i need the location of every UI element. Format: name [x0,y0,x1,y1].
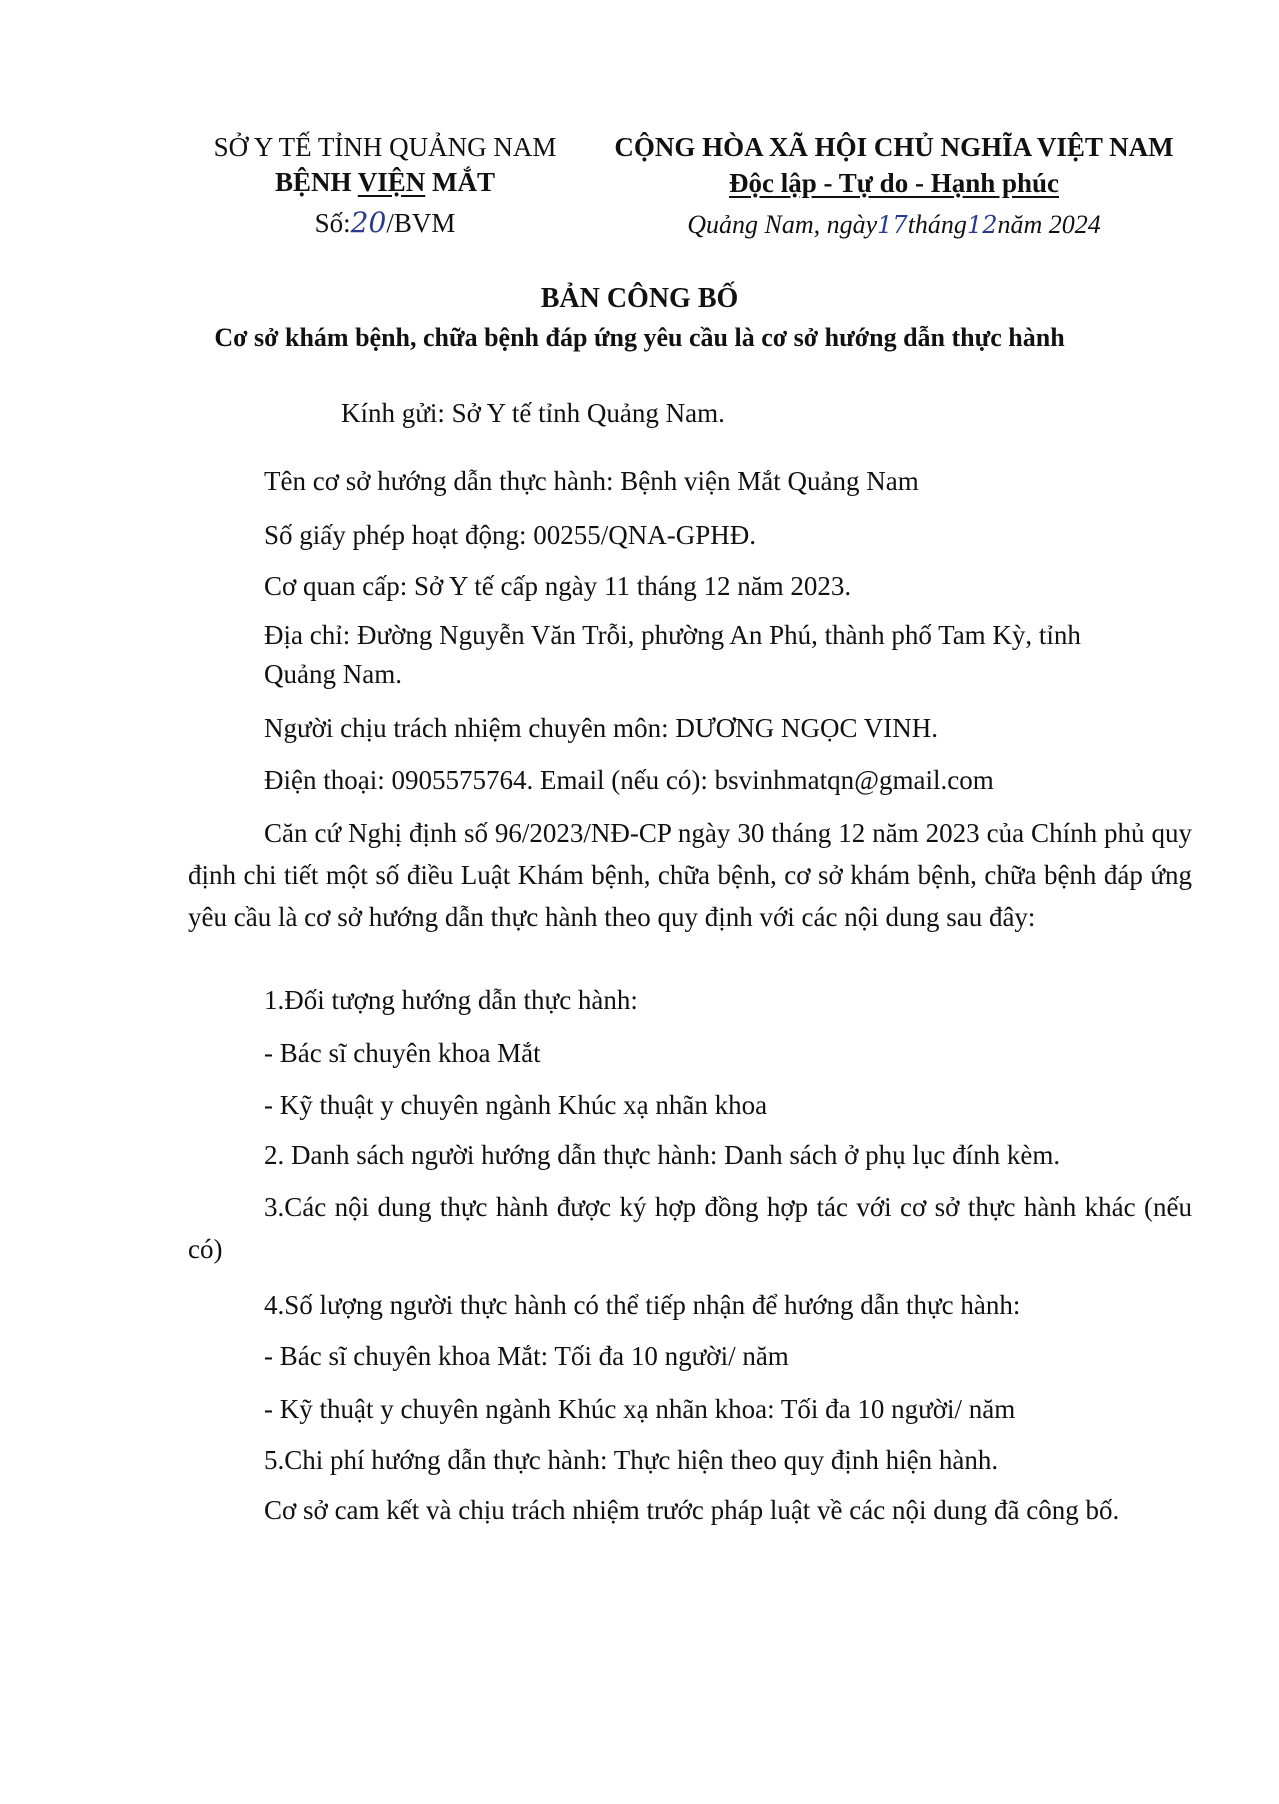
date-day-handwritten: 17 [877,211,908,239]
document-subtitle: Cơ sở khám bệnh, chữa bệnh đáp ứng yêu cầu là cơ sở hướng dẫn thực hành [214,323,1065,352]
commitment-text: Cơ sở cam kết và chịu trách nhiệm trước pháp luật về các nội dung đã công bố. [264,1495,1120,1525]
national-motto: Độc lập - Tự do - Hạnh phúc [728,168,1060,198]
item-2-instructor-list: 2. Danh sách người hướng dẫn thực hành: Danh sách ở phụ lục đính kèm. [264,1140,1061,1170]
legal-basis-text: Căn cứ Nghị định số 96/2023/NĐ-CP ngày 30 tháng 12 năm 2023 của Chính phủ quy định chi tiết một số điều Luật Khám bệnh, chữa bệnh, cơ sở khám bệnh, chữa bệnh đáp ứng yêu cầu là cơ sở hướng dẫn thực hành theo quy định với các nội dung sau đây: [188,818,1192,932]
department-name: SỞ Y TẾ TỈNH QUẢNG NAM [213,132,557,162]
national-title: CỘNG HÒA XÃ HỘI CHỦ NGHĨA VIỆT NAM [614,132,1174,162]
item-3-paragraph [188,1186,1192,1270]
legal-basis-paragraph [188,812,1192,938]
item-1-heading: 1.Đối tượng hướng dẫn thực hành: [264,985,638,1015]
reference-number [200,206,570,240]
hospital-name-part-1: BỆNH [274,167,358,197]
document-title: BẢN CÔNG BỐ [540,283,739,314]
date-month-handwritten: 12 [966,211,998,239]
reference-prefix: Số: [314,208,351,238]
item-1-optometry-technician: - Kỹ thuật y chuyên ngành Khúc xạ nhãn khoa [264,1090,768,1120]
hospital-name-part-2: VIỆN [357,167,426,197]
date-prefix: Quảng Nam, ngày [687,210,878,239]
item-3-text: 3.Các nội dung thực hành được ký hợp đồng hợp tác với cơ sở thực hành khác (nếu có) [188,1192,1192,1264]
address-line-2: Quảng Nam. [264,659,402,689]
item-4-ophthalmologist-quota: - Bác sĩ chuyên khoa Mắt: Tối đa 10 người/ năm [264,1341,789,1371]
date-year: năm 2024 [997,210,1101,239]
item-4-optometry-quota: - Kỹ thuật y chuyên ngành Khúc xạ nhãn khoa: Tối đa 10 người/ năm [264,1394,1016,1424]
reference-suffix: /BVM [386,208,456,238]
item-5-cost: 5.Chi phí hướng dẫn thực hành: Thực hiện theo quy định hiện hành. [264,1445,999,1475]
hospital-name [200,165,570,199]
responsible-person: Người chịu trách nhiệm chuyên môn: DƯƠNG NGỌC VINH. [264,713,939,743]
recipient-line: Kính gửi: Sở Y tế tỉnh Quảng Nam. [341,398,725,428]
item-1-ophthalmologist: - Bác sĩ chuyên khoa Mắt [264,1038,541,1068]
hospital-name-part-3: MẮT [425,167,496,197]
contact-info: Điện thoại: 0905575764. Email (nếu có): bsvinhmatqn@gmail.com [264,765,994,795]
date-month-label: tháng [907,210,967,239]
reference-number-handwritten: 20 [350,206,387,239]
facility-name: Tên cơ sở hướng dẫn thực hành: Bệnh viện Mắt Quảng Nam [264,466,919,496]
license-number: Số giấy phép hoạt động: 00255/QNA-GPHĐ. [264,520,756,550]
commitment-paragraph [188,1489,1192,1531]
issue-date [592,208,1196,242]
issuing-authority: Cơ quan cấp: Sở Y tế cấp ngày 11 tháng 12 năm 2023. [264,571,852,601]
item-4-heading: 4.Số lượng người thực hành có thể tiếp nhận để hướng dẫn thực hành: [264,1290,1021,1320]
address-line-1: Địa chỉ: Đường Nguyễn Văn Trỗi, phường An Phú, thành phố Tam Kỳ, tỉnh [264,620,1081,650]
